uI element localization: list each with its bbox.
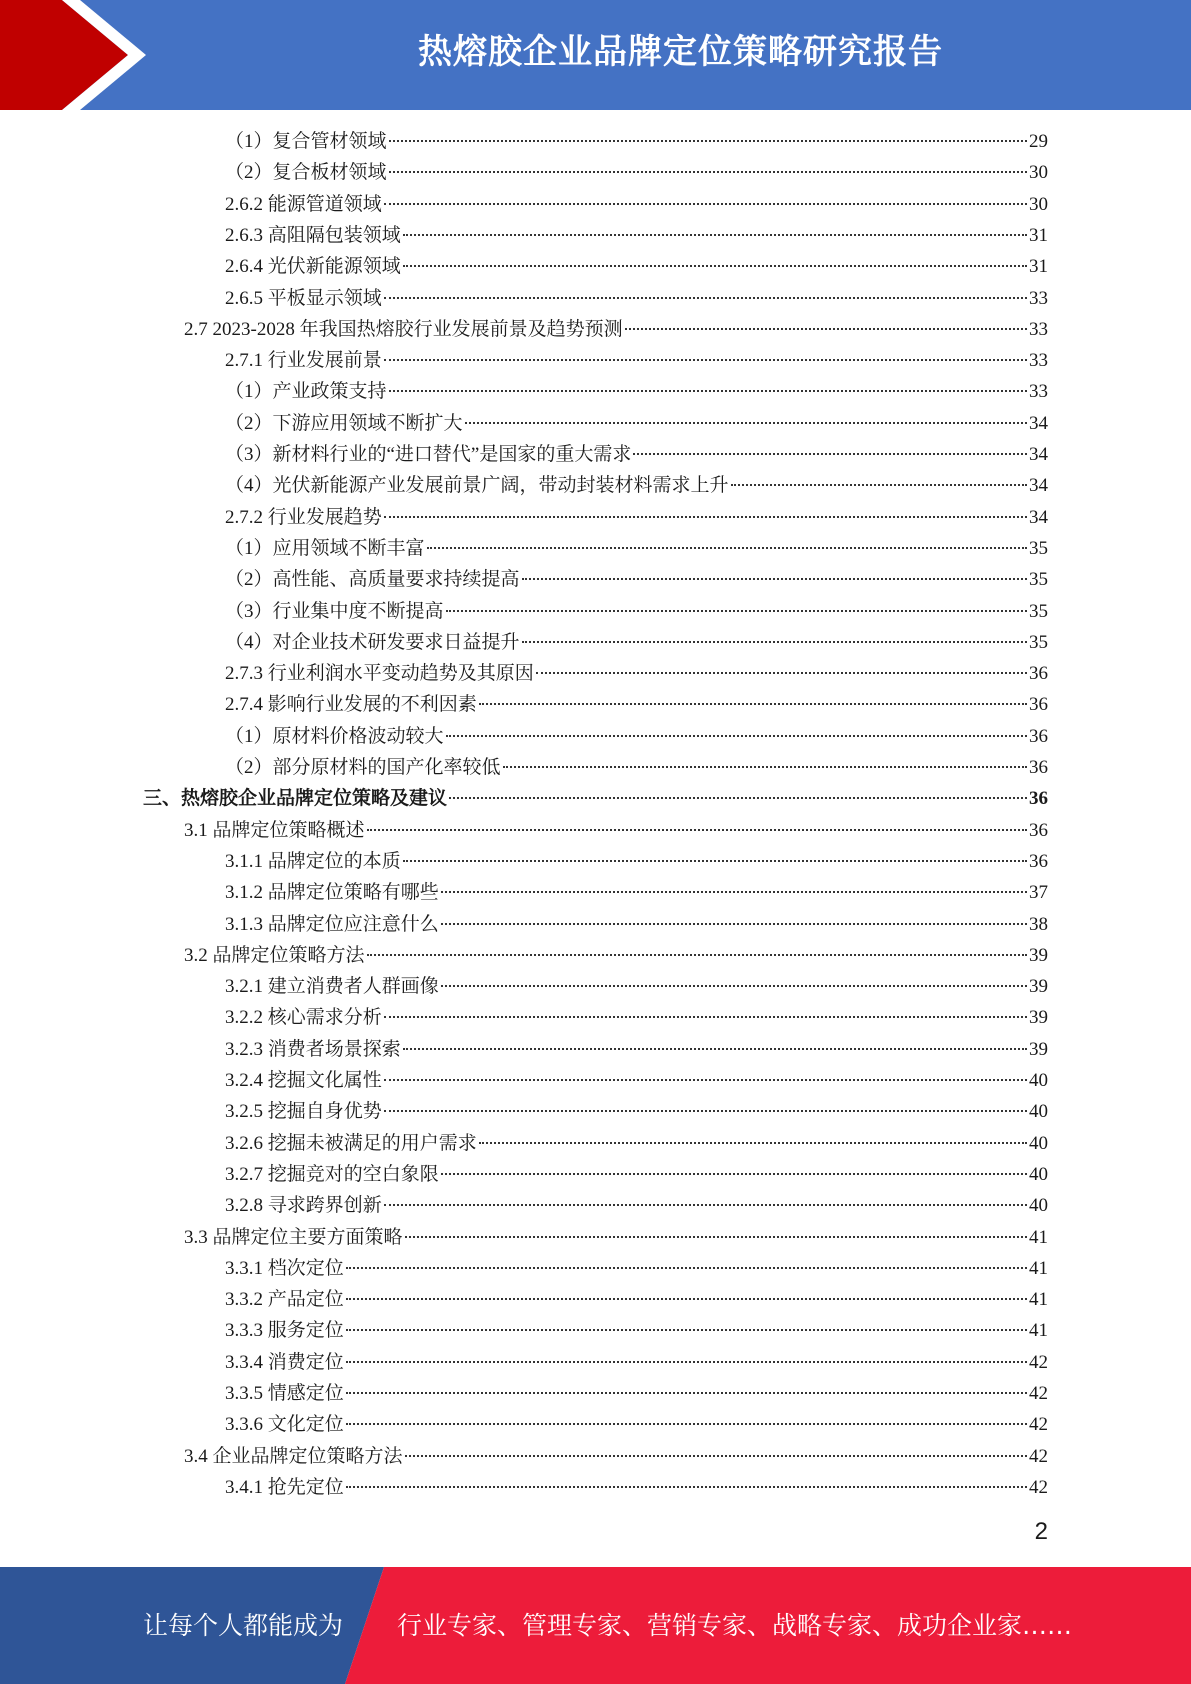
toc-entry-page: 34: [1029, 444, 1048, 465]
toc-entry-label: 2.7.1 行业发展前景: [225, 350, 382, 372]
toc-entry[interactable]: [225, 376, 1048, 407]
toc-entry-label: 3.4.1 抢先定位: [225, 1476, 344, 1498]
toc-dot-leader: [441, 891, 1027, 893]
toc-entry-label: 3.3.1 档次定位: [225, 1257, 344, 1279]
toc-entry-label: 2.7.4 影响行业发展的不利因素: [225, 694, 477, 716]
toc-dot-leader: [346, 1329, 1027, 1331]
toc-dot-leader: [367, 954, 1027, 956]
toc-dot-leader: [346, 1392, 1027, 1394]
toc-entry[interactable]: [225, 408, 1048, 439]
toc-dot-leader: [403, 860, 1027, 862]
toc-entry-page: 42: [1029, 1383, 1048, 1404]
toc-entry-label: （3）行业集中度不断提高: [225, 600, 444, 622]
toc-dot-leader: [449, 797, 1027, 799]
toc-entry[interactable]: [225, 1315, 1048, 1346]
toc-dot-leader: [346, 1267, 1027, 1269]
toc-dot-leader: [403, 265, 1027, 267]
toc-entry[interactable]: [225, 721, 1048, 752]
toc-entry[interactable]: [225, 502, 1048, 533]
toc-entry-label: 3.3.3 服务定位: [225, 1320, 344, 1342]
toc-entry[interactable]: [184, 940, 1048, 971]
toc-entry-label: 3.2.2 核心需求分析: [225, 1007, 382, 1029]
toc-dot-leader: [731, 484, 1027, 486]
toc-dot-leader: [346, 1361, 1027, 1363]
toc-entry-label: （2）下游应用领域不断扩大: [225, 412, 463, 434]
toc-entry-page: 30: [1029, 193, 1048, 215]
toc-dot-leader: [446, 610, 1027, 612]
toc-dot-leader: [403, 234, 1027, 236]
toc-entry[interactable]: [143, 783, 1048, 814]
toc-entry[interactable]: [225, 1034, 1048, 1065]
toc-dot-leader: [633, 453, 1027, 455]
toc-entry-page: 36: [1029, 694, 1048, 716]
toc-entry[interactable]: [184, 1441, 1048, 1472]
toc-entry-page: 41: [1029, 1226, 1048, 1248]
toc-entry[interactable]: [225, 1190, 1048, 1221]
toc-entry-label: 3.1.1 品牌定位的本质: [225, 850, 401, 872]
toc-entry-page: 36: [1029, 819, 1048, 841]
toc-entry-label: 3.2.3 消费者场景探索: [225, 1038, 401, 1060]
toc-dot-leader: [384, 203, 1027, 205]
toc-dot-leader: [346, 1486, 1027, 1488]
toc-entry-label: （2）复合板材领域: [225, 162, 387, 184]
toc-entry[interactable]: [225, 846, 1048, 877]
toc-entry-page: 42: [1029, 1414, 1048, 1436]
toc-entry[interactable]: [225, 1002, 1048, 1033]
toc-entry[interactable]: [225, 1284, 1048, 1315]
toc-entry-page: 33: [1029, 287, 1048, 309]
toc-entry-page: 39: [1029, 1038, 1048, 1060]
toc-entry-label: 2.7.3 行业利润水平变动趋势及其原因: [225, 663, 534, 685]
footer-slogan-left: 让每个人都能成为: [143, 1611, 344, 1640]
toc-entry[interactable]: [225, 157, 1048, 188]
toc-entry[interactable]: [225, 470, 1048, 501]
toc-entry-label: 2.6.3 高阻隔包装领域: [225, 224, 401, 246]
toc-entry-label: 3.3.4 消费定位: [225, 1351, 344, 1373]
toc-entry[interactable]: [225, 627, 1048, 658]
toc-entry[interactable]: [225, 439, 1048, 470]
toc-entry-page: 41: [1029, 1289, 1048, 1311]
toc-entry-label: 三、热熔胶企业品牌定位策略及建议: [143, 788, 448, 810]
toc-entry-label: （2）部分原材料的国产化率较低: [225, 757, 501, 778]
toc-entry-page: 35: [1029, 631, 1048, 653]
toc-dot-leader: [465, 422, 1027, 424]
toc-entry[interactable]: [225, 658, 1048, 689]
toc-entry-label: （2）高性能、高质量要求持续提高: [225, 569, 520, 591]
toc-entry[interactable]: [225, 1159, 1048, 1190]
toc-dot-leader: [405, 1455, 1027, 1457]
toc-entry-page: 42: [1029, 1351, 1048, 1373]
toc-dot-leader: [384, 1079, 1027, 1081]
toc-dot-leader: [389, 140, 1027, 142]
toc-entry-label: 3.4 企业品牌定位策略方法: [184, 1445, 403, 1467]
toc-entry-page: 39: [1029, 944, 1048, 966]
toc-dot-leader: [503, 766, 1027, 768]
toc-entry[interactable]: [225, 251, 1048, 282]
toc-entry[interactable]: [225, 1253, 1048, 1284]
toc-dot-leader: [384, 359, 1027, 361]
toc-entry[interactable]: [225, 877, 1048, 908]
toc-entry[interactable]: [225, 1065, 1048, 1096]
toc-entry-page: 33: [1029, 350, 1048, 372]
toc-entry-page: 38: [1029, 913, 1048, 935]
toc-entry[interactable]: [225, 1409, 1048, 1440]
toc-entry[interactable]: [184, 1222, 1048, 1253]
toc-entry-page: 39: [1029, 1007, 1048, 1029]
toc-entry-label: 2.7.2 行业发展趋势: [225, 506, 382, 528]
toc-entry-page: 31: [1029, 224, 1048, 246]
toc-entry-page: 36: [1029, 850, 1048, 872]
toc-dot-leader: [446, 735, 1027, 737]
toc-entry-page: 40: [1029, 1132, 1048, 1154]
toc-dot-leader: [384, 1110, 1027, 1112]
toc-dot-leader: [427, 547, 1027, 549]
toc-entry-page: 42: [1029, 1445, 1048, 1467]
toc-entry[interactable]: [225, 596, 1048, 627]
toc-entry-label: 3.2.5 挖掘自身优势: [225, 1101, 382, 1123]
toc-entry[interactable]: [225, 1472, 1048, 1503]
toc-entry[interactable]: [225, 752, 1048, 783]
toc-entry-label: 3.1.2 品牌定位策略有哪些: [225, 882, 439, 904]
toc-entry[interactable]: [184, 815, 1048, 846]
toc-entry-page: 41: [1029, 1320, 1048, 1342]
toc-entry[interactable]: [225, 345, 1048, 376]
toc-entry-label: 3.3.5 情感定位: [225, 1383, 344, 1404]
toc-entry-page: 36: [1029, 757, 1048, 778]
toc-entry-page: 39: [1029, 976, 1048, 998]
toc-dot-leader: [384, 1204, 1027, 1206]
toc-dot-leader: [522, 578, 1027, 580]
toc-entry[interactable]: [225, 564, 1048, 595]
report-title: 热熔胶企业品牌定位策略研究报告: [418, 32, 943, 72]
toc-entry-label: （1）原材料价格波动较大: [225, 725, 444, 747]
toc-entry[interactable]: [225, 1128, 1048, 1159]
toc-entry-label: 2.6.5 平板显示领域: [225, 287, 382, 309]
toc-entry-page: 42: [1029, 1476, 1048, 1498]
toc-entry-label: 2.6.2 能源管道领域: [225, 193, 382, 215]
footer-slogan-right: 行业专家、管理专家、营销专家、战略专家、成功企业家……: [397, 1611, 1073, 1640]
toc-entry-page: 29: [1029, 131, 1048, 152]
toc-dot-leader: [384, 516, 1027, 518]
toc-dot-leader: [403, 1048, 1027, 1050]
toc-entry-page: 36: [1029, 725, 1048, 747]
toc-entry-label: 3.3.6 文化定位: [225, 1414, 344, 1436]
report-header: [0, 0, 1191, 110]
toc-dot-leader: [346, 1298, 1027, 1300]
toc-dot-leader: [479, 1142, 1027, 1144]
toc-entry-page: 33: [1029, 381, 1048, 403]
toc-entry-label: 3.2.8 寻求跨界创新: [225, 1195, 382, 1217]
toc-entry-page: 36: [1029, 788, 1048, 810]
toc-entry-label: 3.3 品牌定位主要方面策略: [184, 1226, 403, 1248]
toc-dot-leader: [346, 1423, 1027, 1425]
toc-entry-page: 40: [1029, 1195, 1048, 1217]
toc-entry-page: 34: [1029, 506, 1048, 528]
toc-entry[interactable]: [225, 1347, 1048, 1378]
toc-entry-label: 3.1.3 品牌定位应注意什么: [225, 913, 439, 935]
toc-entry[interactable]: [184, 314, 1048, 345]
toc-entry-label: 3.2 品牌定位策略方法: [184, 944, 365, 966]
toc-entry-label: 3.2.1 建立消费者人群画像: [225, 976, 439, 998]
toc-dot-leader: [441, 985, 1027, 987]
toc-entry-page: 33: [1029, 318, 1048, 340]
toc-dot-leader: [405, 1236, 1027, 1238]
toc-dot-leader: [479, 703, 1027, 705]
toc-entry-page: 34: [1029, 475, 1048, 497]
toc-entry-label: 2.7 2023-2028 年我国热熔胶行业发展前景及趋势预测: [184, 318, 623, 340]
toc-entry-page: 40: [1029, 1163, 1048, 1185]
toc-dot-leader: [384, 1016, 1027, 1018]
toc-entry-page: 31: [1029, 256, 1048, 278]
toc-entry[interactable]: [225, 126, 1048, 157]
toc-entry-page: 41: [1029, 1257, 1048, 1279]
toc-entry[interactable]: [225, 189, 1048, 220]
toc-entry[interactable]: [225, 1378, 1048, 1409]
toc-entry-label: 3.1 品牌定位策略概述: [184, 819, 365, 841]
toc-entry-page: 35: [1029, 537, 1048, 559]
toc-entry-label: 3.2.7 挖掘竞对的空白象限: [225, 1163, 439, 1185]
toc-dot-leader: [367, 829, 1027, 831]
toc-entry[interactable]: [225, 689, 1048, 720]
toc-entry-page: 35: [1029, 600, 1048, 622]
toc-entry-page: 37: [1029, 882, 1048, 904]
toc-entry-label: （4）光伏新能源产业发展前景广阔，带动封装材料需求上升: [225, 475, 729, 497]
toc-entry-label: 2.6.4 光伏新能源领域: [225, 256, 401, 278]
toc-dot-leader: [522, 641, 1027, 643]
toc-dot-leader: [441, 923, 1027, 925]
toc-entry-label: （1）应用领域不断丰富: [225, 537, 425, 559]
toc-entry-label: （1）复合管材领域: [225, 131, 387, 152]
toc-entry[interactable]: [225, 220, 1048, 251]
toc-entry-page: 36: [1029, 663, 1048, 685]
toc-entry[interactable]: [225, 1096, 1048, 1127]
toc-entry[interactable]: [225, 533, 1048, 564]
toc-entry-label: （4）对企业技术研发要求日益提升: [225, 631, 520, 653]
toc-dot-leader: [384, 297, 1027, 299]
toc-entry-label: 3.2.4 挖掘文化属性: [225, 1070, 382, 1091]
toc-entry-page: 34: [1029, 412, 1048, 434]
toc-dot-leader: [536, 672, 1027, 674]
toc-dot-leader: [441, 1173, 1027, 1175]
toc-entry-label: 3.2.6 挖掘未被满足的用户需求: [225, 1132, 477, 1154]
toc-dot-leader: [625, 328, 1027, 330]
toc-entry-label: 3.3.2 产品定位: [225, 1289, 344, 1311]
toc-entry-label: （3）新材料行业的“进口替代”是国家的重大需求: [225, 444, 632, 465]
toc-entry[interactable]: [225, 909, 1048, 940]
footer-banner: [0, 1567, 1191, 1684]
toc-dot-leader: [389, 171, 1027, 173]
toc-entry-label: （1）产业政策支持: [225, 381, 387, 403]
page-number: 2: [1034, 1518, 1048, 1545]
toc-dot-leader: [389, 390, 1027, 392]
toc-entry-page: 40: [1029, 1070, 1048, 1091]
toc-entry-page: 35: [1029, 569, 1048, 591]
toc-entry[interactable]: [225, 283, 1048, 314]
toc-entry-page: 40: [1029, 1101, 1048, 1123]
toc-entry[interactable]: [225, 971, 1048, 1002]
toc-entry-page: 30: [1029, 162, 1048, 184]
